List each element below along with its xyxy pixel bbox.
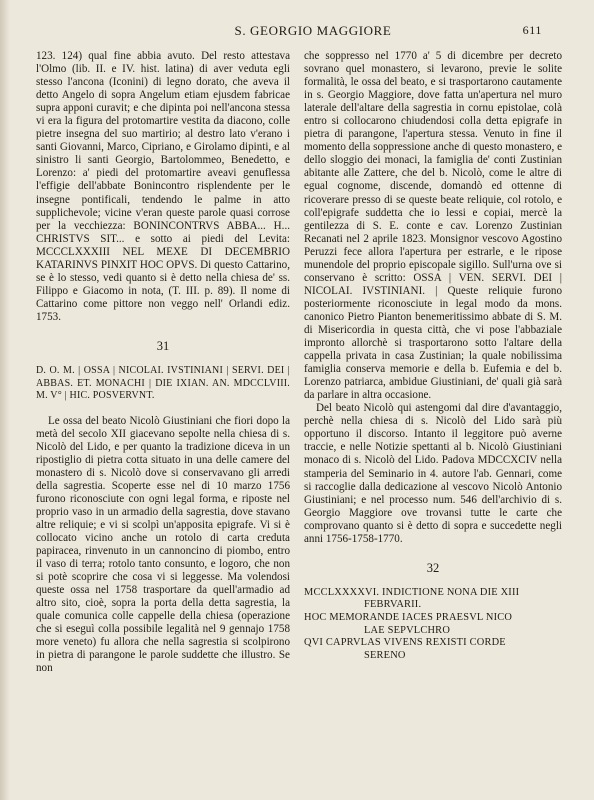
right-paragraph-2: Del beato Nicolò qui astengomi dal dire d'avantaggio, perchè nella chiesa di s. Nicolò del Lido sarà più opportuno il discorso. Intanto il leggitore può averne traccie, e nelle Notizie spettanti al b. Nicolò Giustiniani monaco di s. Nicolò del Lido. Padova MDCCXCIV nella stamperia del Seminario in 4. autore l'ab. Gennari, come si raccoglie dalla dedicazione al vescovo Nicolò Antonio Giustiniani; e nel processo num. 546 dell'archivio di s. Georgio Maggiore ove trovansi tutte le carte che comprovano quanto si è detto di sopra e succedette negli anni 1756-1758-1770. [304,402,562,545]
running-header [60,20,566,42]
inscription-line: SERENO [364,649,406,661]
section-number-31: 31 [156,338,170,353]
left-column [36,50,290,675]
page-number: 611 [522,23,542,37]
right-paragraph-1: che soppresso nel 1770 a' 5 di dicembre per decreto sovrano quel monastero, si levarono, previe le solite formalità, le ossa del beato, e si trasportarono cautamente in s. Georgio Maggiore, dove fatta un'apertura nel muro laterale dell'altare della sagrestia in cornu epistolae, colà entro si collocarono chiudendosi colla detta epigrafe in pietra di parangone, l'apertura stessa. Venuto in fine il momento della soppressione anche di questo monastero, e dello sloggio dei monaci, la famiglia de' conti Zustinian abitante alle Zattere, che del b. Nicolò, come le altre di egual cognome, discende, domandò ed ottenne di ricoverare presso di se queste beate reliquie, col rotolo, e coll'epigrafe suddetta che io lessi e copiai, mercè la gentilezza di S. E. conte e cav. Lorenzo Zustinian Recanati nel 2 aprile 1823. Monsignor vescovo Agostino Peruzzi fece allora l'apertura per estrarle, e le ripose munendole del proprio episcopale sigillo. Sull'urna ove si conservano è scritto: OSSA | VEN. SERVI. DEI | NICOLAI. IVSTINIANI. | Queste reliquie furono posteriormente riconosciute in legal modo da mons. canonico Pietro Pianton benemeritissimo abbate di S. M. di Misericordia in questa città, che vi pose l'abbaziale impronto allorchè si trasportarono sotto l'altare della cappella privata in casa Zustinian; la quale nobilissima famiglia conserva memorie e della b. Eufemia e del b. Lorenzo patriarca, ambidue Giustiniani, de' quali già sarà da parlare in altra occasione. [304,50,562,402]
inscription-line: LAE SEPVLCHRO [364,624,451,636]
inscription-line: MCCLXXXXVI. INDICTIONE NONA DIE XIII [304,586,520,598]
inscription-32 [304,587,562,663]
left-paragraph-2: Le ossa del beato Nicolò Giustiniani che fiori dopo la metà del secolo XII giacevano sepolte nella chiesa di s. Nicolò del Lido, e per quanto la tradizione diceva in un ripostiglio di pietra cotta situato in una delle camere del monastero di s. Nicolò dove si conservavano gli arredi della sagrestia. Scoperte esse nel di 10 marzo 1756 furono riconosciute con ogni legal forma, e riposte nel proprio vaso in un armadio della sagrestia, dove stavano altre reliquie; e vi si scolpì un'apposita epigrafe. Vi si è collocato vicino anche un rotolo di carta creduta papiracea, rinvenuto in un cannoncino di piombo, entro il vaso di terra; rotolo tanto consunto, e logoro, che non si potè scoprire che cosa vi si leggesse. Ma volendosi queste ossa nel 1758 trasportare da quell'armadio ad altro sito, cioè, sopra la porta della detta sagrestia, la quale comunica colle cappelle della chiesa (operazione che si eseguì colla possibile legalità nel 9 gennajo 1758 more veneto) fu allora che nella sagrestia si scolpirono in pietra di parangone le parole suddette che illustro. Se non [36,414,290,675]
right-column [304,50,562,662]
running-title: S. GEORGIO MAGGIORE [234,23,392,38]
inscription-line: HOC MEMORANDE IACES PRAESVL NICO [304,612,513,624]
page-fold-shadow [0,0,10,800]
left-paragraph-1: 123. 124) qual fine abbia avuto. Del resto attestava l'Olmo (lib. II. e IV. hist. latina) di aver veduta egli stesso l'ancona (Iconini) di legno dorato, che aveva il detto Angelo di sopra Angelum etiam ejusdem fabricae supra apponi curavit; e che dipinta poi nell'ancona stessa vi era la figura del protomartire vestita da diacono, colle pietre insegna del suo martirio; al destro lato v'erano i santi Giovanni, Marco, Cipriano, e Girolamo dipinti, e al sinistro li santi Georgio, Bartolommeo, Benedetto, e Lorenzo: a' piedi del protomartire aveavi genuflessa l'effigie dell'abbate Bonincontro risplendente per le insegne pontificali, tendendo le palme in atto supplichevole; vicine v'eran queste parole quasi corrose per la vecchiezza: BONINCONTRVS ABBA... H... CHRISTVS SIT... e sotto ai piedi del Levita: MCCCLXXXIII NEL MEXE DI DECEMBRIO KATARINVS PINXIT HOC OPVS. Di questo Cattarino, se è lo stesso, vedi quanto si è detto nella chiesa de' ss. Filippo e Giacomo in nota, (T. III. p. 89). Il nome di Cattarino come pittore non veggo nell' Orlandi ediz. 1753. [36,50,290,323]
inscription-line: FEBRVARII. [364,599,422,611]
section-number-32: 32 [426,560,440,575]
inscription-line: QVI CAPRVLAS VIVENS REXISTI CORDE [304,637,506,649]
epigraph-31: D. O. M. | OSSA | NICOLAI. IVSTINIANI | SERVI. DEI | ABBAS. ET. MONACHI | DIE IXIAN. AN. MDCCLVIII. M. V° | HIC. POSVERVNT. [36,365,290,402]
